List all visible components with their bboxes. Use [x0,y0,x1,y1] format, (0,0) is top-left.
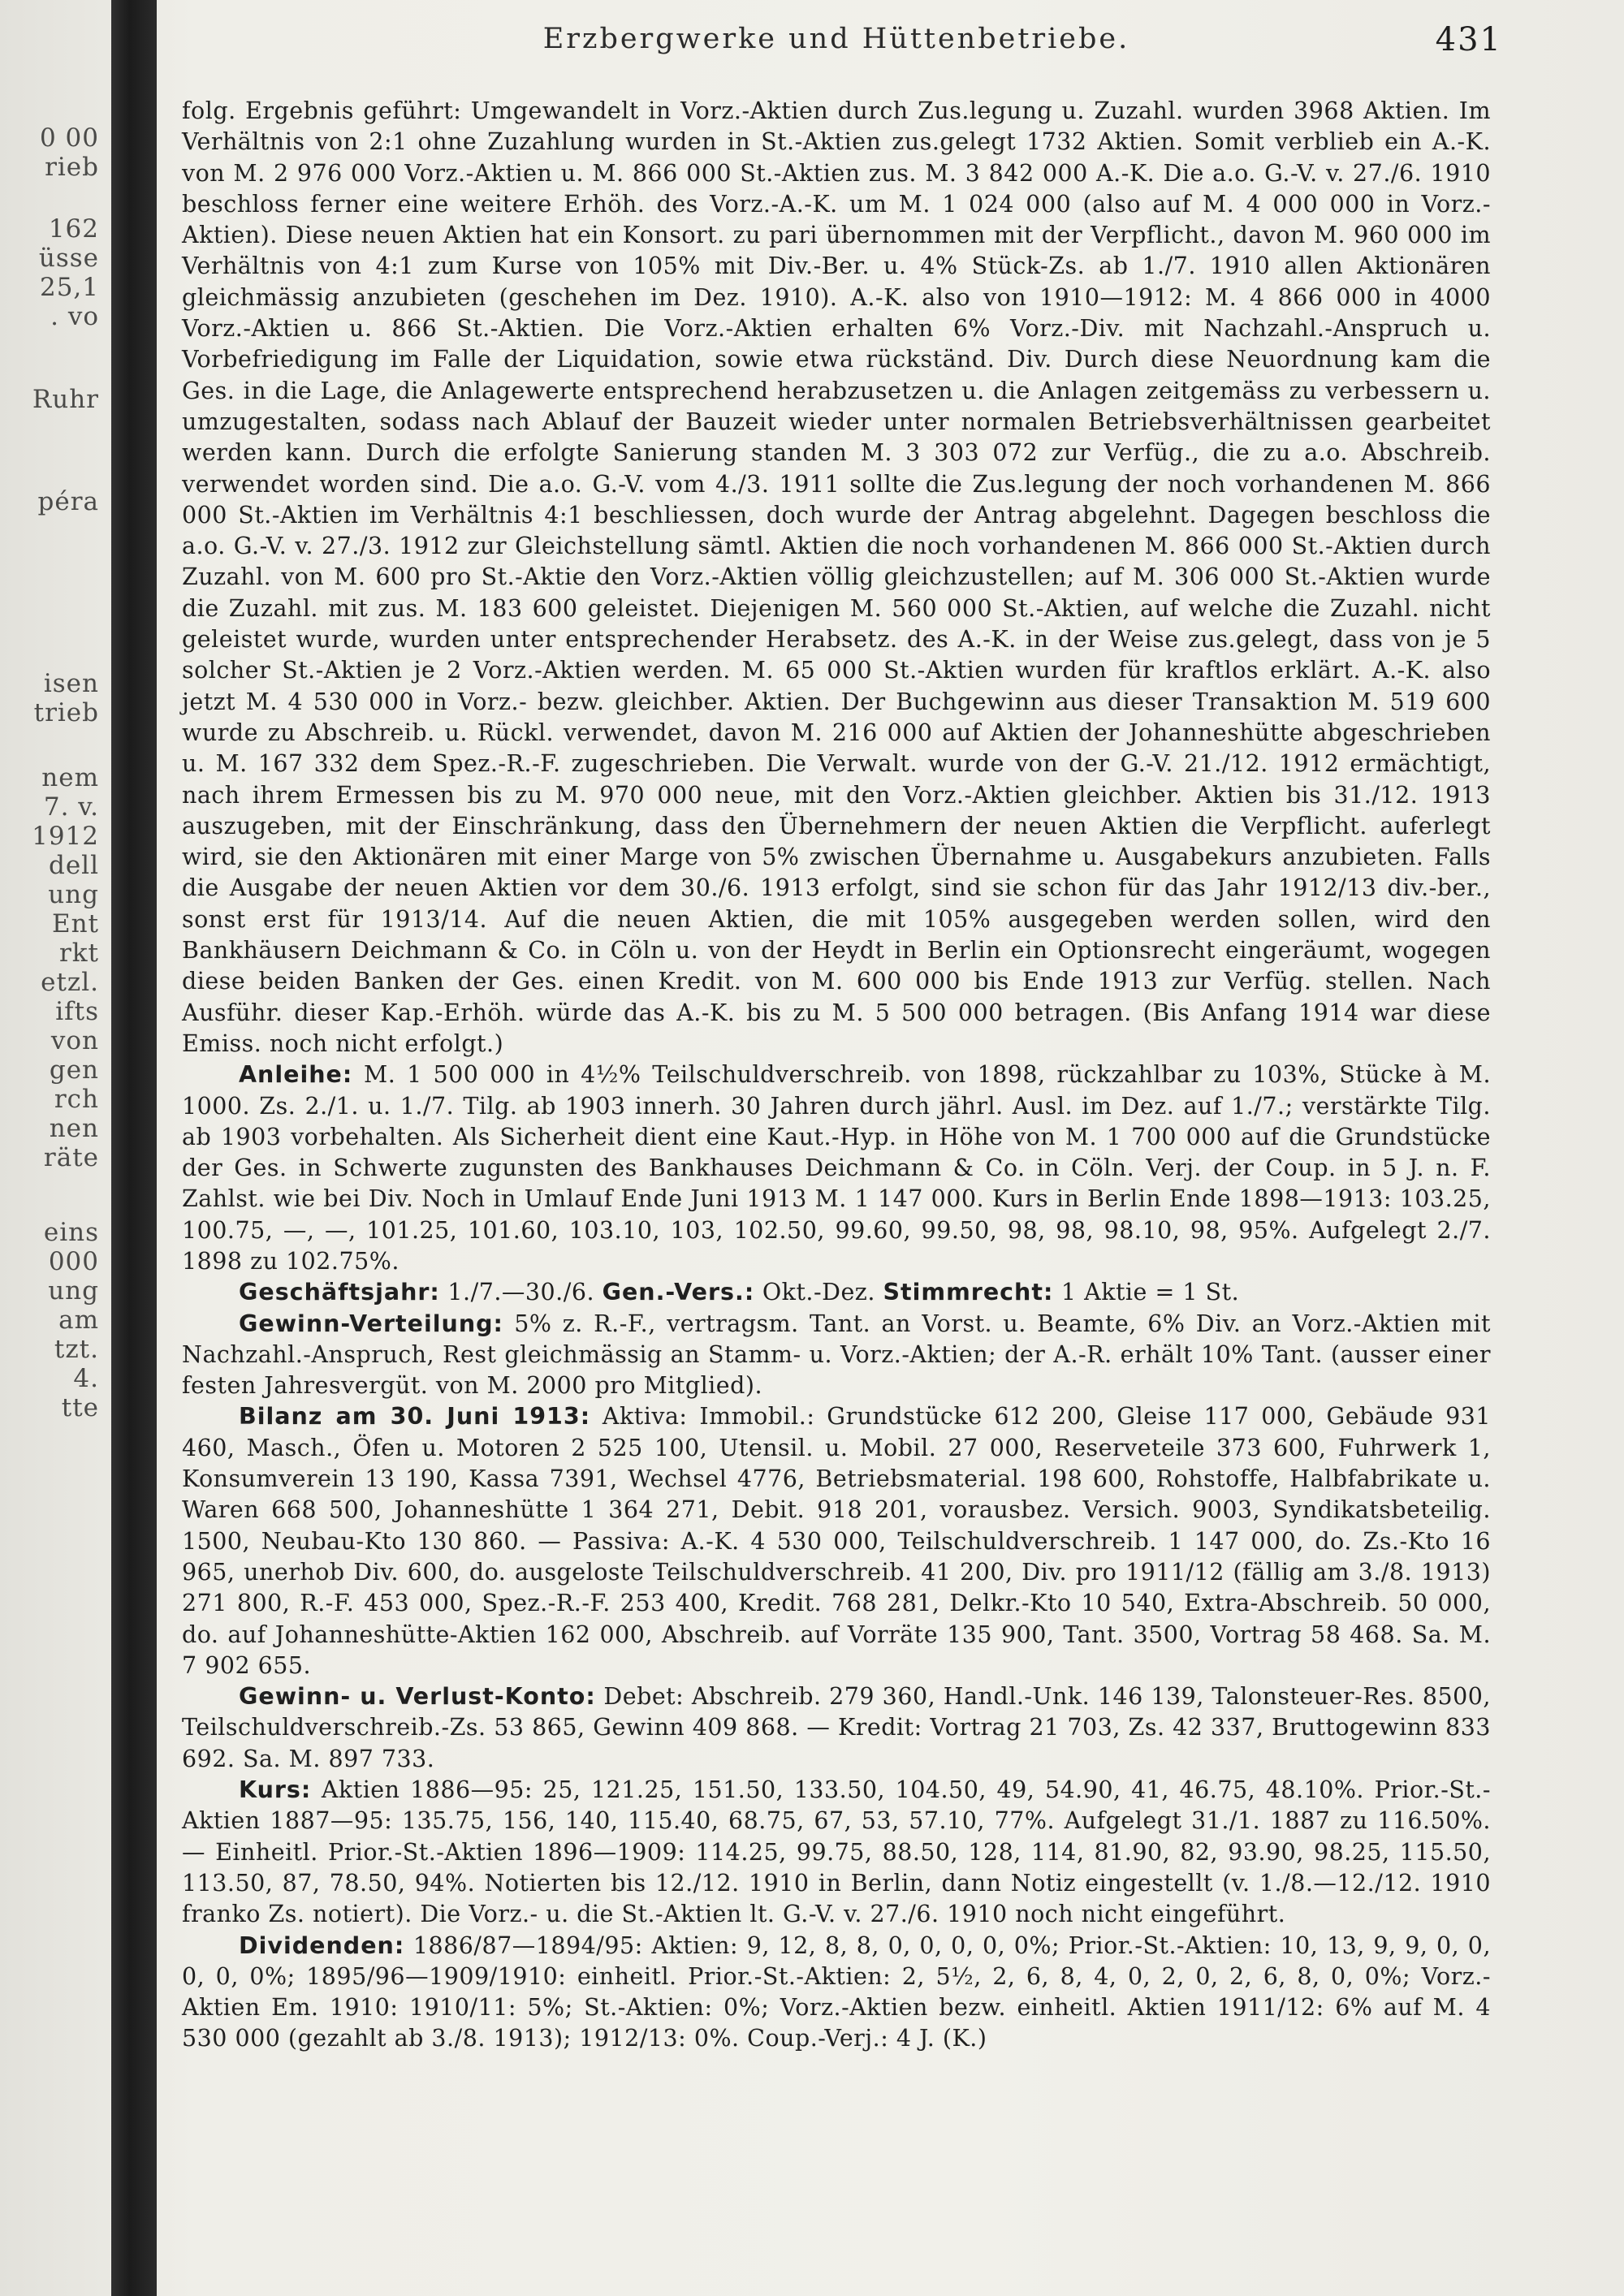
margin-fragment: 0 00 [39,123,99,153]
genvers-text: Okt.-Dez. [762,1279,875,1306]
margin-fragment: von [50,1026,99,1055]
margin-fragment: Ruhr [32,385,99,414]
margin-fragment: rkt [58,939,99,968]
margin-fragment: nen [49,1114,99,1143]
margin-fragment: ung [48,1276,99,1306]
meeting-paragraph [182,1277,1491,1308]
dividenden-paragraph [182,1931,1491,2055]
anleihe-paragraph [182,1060,1491,1277]
gewinnverteilung-text: 5% z. R.-F., vertragsm. Tant. an Vorst. u. Beamte, 6% Div. an Vorz.-Aktien mit Nachzahl.-Anspruch, Rest gleichmässig an Stamm- u. Vorz.-Aktien; der A.-R. erhält 10% Tant. (ausser einer festen Jahresvergüt. von M. 2000 pro Mitglied). [182,1310,1491,1400]
margin-fragment: nem [41,763,99,792]
gewinnverteilung-paragraph [182,1309,1491,1402]
margin-fragment: etzl. [41,968,99,997]
margin-fragment: gen [49,1055,99,1085]
kurs-text: Aktien 1886—95: 25, 121.25, 151.50, 133.50, 104.50, 49, 54.90, 41, 46.75, 48.10%. Prior.-St.-Aktien 1887—95: 135.75, 156, 140, 115.40, 68.75, 67, 53, 57.10, 77%. Aufgelegt 31./1. 1887 zu 116.50%. — Einheitl. Prior.-St.-Aktien 1896—1909: 114.25, 99.75, 88.50, 128, 114, 81.90, 82, 93.90, 98.25, 115.50, 113.50, 87, 78.50, 94%. Notierten bis 12./12. 1910 in Berlin, dann Notiz eingestellt (v. 1./8.—12./12. 1910 franko Zs. notiert). Die Vorz.- u. die St.-Aktien lt. G.-V. v. 27./6. 1910 noch nicht eingeführt. [182,1776,1491,1928]
text-column [182,96,1491,2055]
margin-fragment: räte [43,1143,99,1172]
margin-fragment: Ent [51,909,99,939]
bilanz-heading: Bilanz am 30. Juni 1913: [239,1403,591,1431]
guv-heading: Gewinn- u. Verlust-Konto: [239,1683,596,1711]
dividenden-heading: Dividenden: [239,1931,405,1959]
stimmrecht-text: 1 Aktie = 1 St. [1060,1279,1240,1306]
margin-fragment: 7. v. [43,792,99,822]
kurs-heading: Kurs: [239,1776,312,1804]
margin-fragment: 162 [48,214,99,244]
gewinnverteilung-heading: Gewinn-Verteilung: [239,1310,503,1337]
kurs-paragraph [182,1775,1491,1930]
margin-fragment: rch [54,1085,99,1114]
margin-fragment: 000 [48,1247,99,1276]
genvers-heading: Gen.-Vers.: [602,1279,755,1306]
margin-fragment: tte [61,1393,99,1422]
margin-fragment: tzt. [54,1335,99,1364]
margin-fragment: üsse [38,244,99,273]
capital-history-paragraph [182,96,1491,1060]
dividenden-text: 1886/87—1894/95: Aktien: 9, 12, 8, 8, 0, 0, 0, 0, 0%; Prior.-St.-Aktien: 10, 13, 9, 9, 0, 0, 0, 0, 0%; 1895/96—1909/1910: einheitl. Prior.-St.-Aktien: 2, 5½, 2, 6, 8, 4, 0, 2, 0, 2, 6, 8, 0, 0%; Vorz.-Aktien Em. 1910: 1910/11: 5%; St.-Aktien: 0%; Vorz.-Aktien bezw. einheitl. Aktien 1911/12: 6% auf M. 4 530 000 (gezahlt ab 3./8. 1913); 1912/13: 0%. Coup.-Verj.: 4 J. (K.) [182,1931,1492,2052]
page-number: 431 [1435,21,1502,58]
bilanz-text: Aktiva: Immobil.: Grundstücke 612 200, Gleise 117 000, Gebäude 931 460, Masch., Öfen u. Motoren 2 525 100, Utensil. u. Mobil. 27 000, Reserveteile 373 600, Fuhrwerk 1, Konsumverein 13 190, Kassa 7391, Wechsel 4776, Betriebsmaterial. 198 600, Rohstoffe, Halbfabrikate u. Waren 668 500, Johanneshütte 1 364 271, Debit. 918 201, vorausbez. Versich. 9003, Syndikatsbeteilig. 1500, Neubau-Kto 130 860. — Passiva: A.-K. 4 530 000, Teilschuldverschreib. 1 147 000, do. Zs.-Kto 16 965, unerhob Div. 600, do. ausgeloste Teilschuldverschreib. 41 200, Div. pro 1911/12 (fällig am 3./8. 1913) 271 800, R.-F. 453 000, Spez.-R.-F. 253 400, Kredit. 768 281, Delkr.-Kto 10 540, Extra-Abschreib. 50 000, do. auf Johanneshütte-Aktien 162 000, Abschreib. auf Vorräte 135 900, Tant. 3500, Vortrag 58 468. Sa. M. 7 902 655. [182,1403,1492,1679]
margin-fragment: am [58,1306,99,1335]
margin-fragment: 1912 [32,822,99,851]
margin-fragment: 25,1 [39,273,99,302]
margin-fragment: péra [37,487,99,516]
guv-text: Debet: Abschreib. 279 360, Handl.-Unk. 146 139, Talonsteuer-Res. 8500, Teilschuldverschreib.-Zs. 53 865, Gewinn 409 868. — Kredit: Vortrag 21 703, Zs. 42 337, Bruttogewinn 833 692. Sa. M. 897 733. [182,1683,1491,1772]
margin-fragment: trieb [33,698,99,727]
margin-fragment: . vo [50,302,99,331]
margin-fragment: eins [43,1218,99,1247]
stimmrecht-heading: Stimmrecht: [883,1279,1054,1306]
geschaeftsjahr-text: 1./7.—30./6. [447,1279,595,1306]
previous-page-margin [0,114,104,1494]
margin-fragment: isen [43,669,99,698]
book-gutter [111,0,157,2296]
anleihe-text: M. 1 500 000 in 4½% Teilschuldverschreib. von 1898, rückzahlbar zu 103%, Stücke à M. 1000. Zs. 2./1. u. 1./7. Tilg. ab 1903 innerh. 30 Jahren durch jährl. Ausl. im Dez. auf 1./7.; verstärkte Tilg. ab 1903 vorbehalten. Als Sicherheit dient eine Kaut.-Hyp. in Höhe von M. 1 700 000 auf die Grundstücke der Ges. in Schwerte zugunsten des Bankhauses Deichmann & Co. in Cöln. Verj. der Coup. in 5 J. n. F. Zahlst. wie bei Div. Noch in Umlauf Ende Juni 1913 M. 1 147 000. Kurs in Berlin Ende 1898—1913: 103.25, 100.75, —, —, 101.25, 101.60, 103.10, 103, 102.50, 99.60, 99.50, 98, 98, 98.10, 98, 95%. Aufgelegt 2./7. 1898 zu 102.75%. [182,1061,1492,1275]
margin-fragment: ung [48,880,99,909]
margin-fragment: 4. [73,1364,99,1393]
margin-fragment: dell [48,851,99,880]
running-head: Erzbergwerke und Hüttenbetriebe. [542,23,1130,55]
bilanz-paragraph [182,1401,1491,1681]
margin-fragment: ifts [55,997,99,1026]
guv-paragraph [182,1681,1491,1775]
margin-fragment: rieb [45,153,99,182]
geschaeftsjahr-heading: Geschäftsjahr: [239,1279,440,1306]
capital-history-text: folg. Ergebnis geführt: Umgewandelt in Vorz.-Aktien durch Zus.legung u. Zuzahl. wurden 3968 Aktien. Im Verhältnis von 2:1 ohne Zuzahlung wurden in St.-Aktien zus.gelegt 1732 Aktien. Somit verblieb ein A.-K. von M. 2 976 000 Vorz.-Aktien u. M. 866 000 St.-Aktien zus. M. 3 842 000 A.-K. Die a.o. G.-V. v. 27./6. 1910 beschloss ferner eine weitere Erhöh. des Vorz.-A.-K. um M. 1 024 000 (also auf M. 4 000 000 in Vorz.-Aktien). Diese neuen Aktien hat ein Konsort. zu pari übernommen mit der Verpflicht., davon M. 960 000 im Verhältnis von 4:1 zum Kurse von 105% mit Div.-Ber. u. 4% Stück-Zs. ab 1./7. 1910 allen Aktionären gleichmässig anzubieten (geschehen im Dez. 1910). A.-K. also von 1910—1912: M. 4 866 000 in 4000 Vorz.-Aktien u. 866 St.-Aktien. Die Vorz.-Aktien erhalten 6% Vorz.-Div. mit Nachzahl.-Anspruch u. Vorbefriedigung im Falle der Liquidation, sowie etwa rückständ. Div. Durch diese Neuordnung kam die Ges. in die Lage, die Anlagewerte entsprechend herabzusetzen u. die Anlagen zeitgemäss zu verbessern u. umzugestalten, sodass nach Ablauf der Bauzeit wieder unter normalen Betriebsverhältnissen gearbeitet werden kann. Durch die erfolgte Sanierung standen M. 3 303 072 zur Verfüg., die zu a.o. Abschreib. verwendet worden sind. Die a.o. G.-V. vom 4./3. 1911 sollte die Zus.legung der noch vorhandenen M. 866 000 St.-Aktien im Verhältnis 4:1 beschliessen, doch wurde der Antrag abgelehnt. Dagegen beschloss die a.o. G.-V. v. 27./3. 1912 zur Gleichstellung sämtl. Aktien die noch vorhandenen M. 866 000 St.-Aktien durch Zuzahl. von M. 600 pro St.-Aktie den Vorz.-Aktien völlig gleichzustellen; auf M. 306 000 St.-Aktien wurde die Zuzahl. mit zus. M. 183 600 geleistet. Diejenigen M. 560 000 St.-Aktien, auf welche die Zuzahl. nicht geleistet wurde, wurden unter entsprechender Herabsetz. des A.-K. in der Weise zus.gelegt, dass von je 5 solcher St.-Aktien je 2 Vorz.-Aktien werden. M. 65 000 St.-Aktien wurden für kraftlos erklärt. A.-K. also jetzt M. 4 530 000 in Vorz.- bezw. gleichber. Aktien. Der Buchgewinn aus dieser Transaktion M. 519 600 wurde zu Abschreib. u. Rückl. verwendet, davon M. 216 000 auf Aktien der Johanneshütte abgeschrieben u. M. 167 332 dem Spez.-R.-F. zugeschrieben. Die Verwalt. wurde von der G.-V. 21./12. 1912 ermächtigt, nach ihrem Ermessen bis zu M. 970 000 neue, mit den Vorz.-Aktien gleichber. Aktien bis 31./12. 1913 auszugeben, mit der Einschränkung, dass den Übernehmern der neuen Aktien die Verpflicht. auferlegt wird, sie den Aktionären mit einer Marge von 5% zwischen Übernahme u. Ausgabekurs anzubieten. Falls die Ausgabe der neuen Aktien vor dem 30./6. 1913 erfolgt, sind sie schon für das Jahr 1912/13 div.-ber., sonst erst für 1913/14. Auf die neuen Aktien, die mit 105% ausgegeben werden sollen, wird den Bankhäusern Deichmann & Co. in Cöln u. von der Heydt in Berlin ein Optionsrecht eingeräumt, wogegen diese beiden Banken der Ges. einen Kredit. von M. 600 000 bis Ende 1913 zur Verfüg. stellen. Nach Ausführ. dieser Kap.-Erhöh. würde das A.-K. bis zu M. 5 500 000 betragen. (Bis Anfang 1914 war diese Emiss. noch nicht erfolgt.) [182,97,1491,1057]
anleihe-heading: Anleihe: [239,1061,353,1089]
